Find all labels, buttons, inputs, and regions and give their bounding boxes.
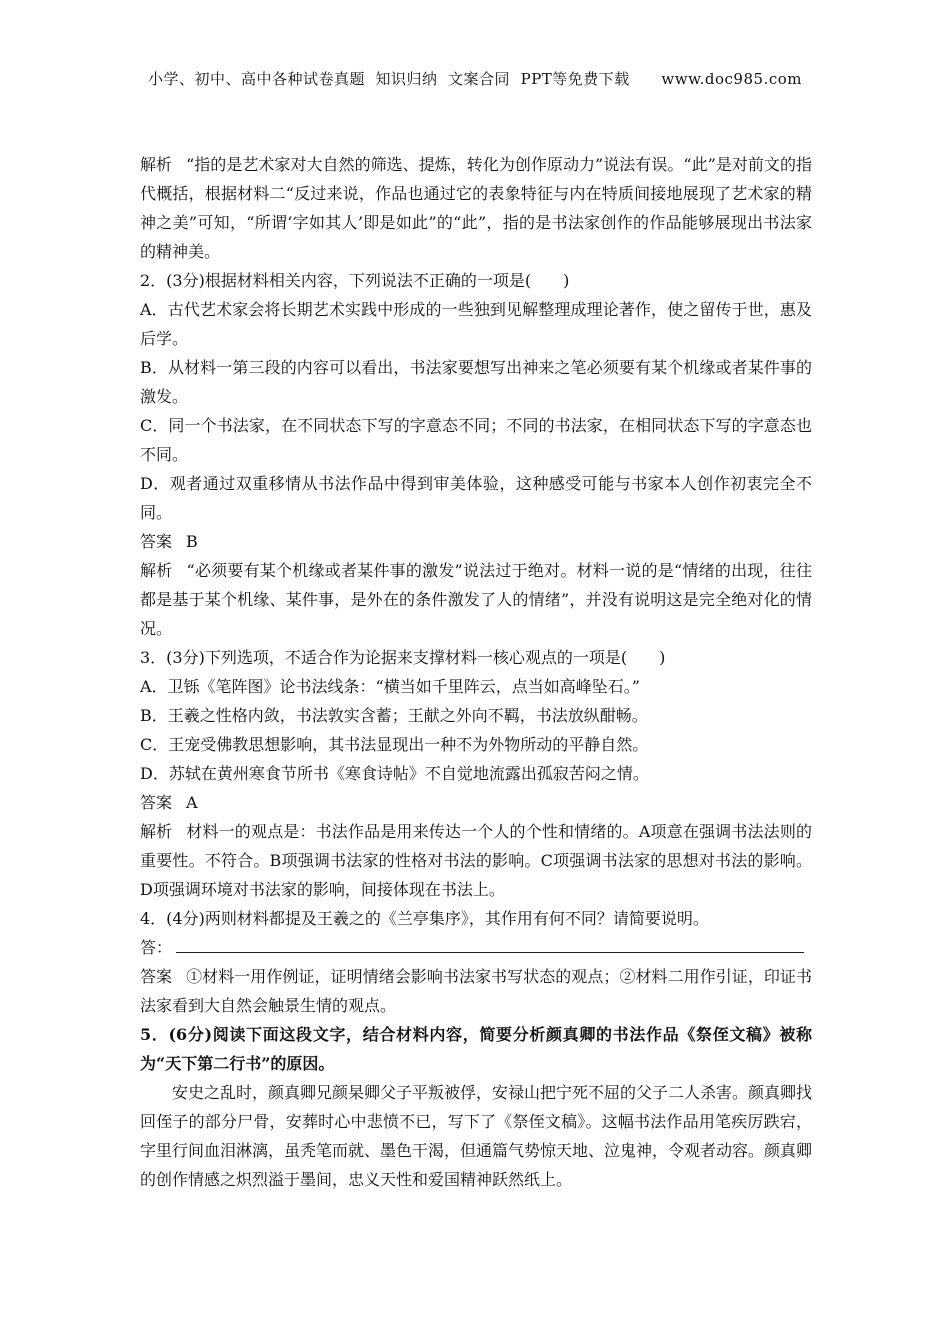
page-header: 小学、初中、高中各种试卷真题 知识归纳 文案合同 PPT等免费下载 www.doc985.com [147, 70, 802, 88]
answer-blank-line [176, 934, 804, 953]
q3-option-a: A．卫铄《笔阵图》论书法线条：“横当如千里阵云，点当如高峰坠石。” [140, 677, 640, 696]
q2-option-b: B．从材料一第三段的内容可以看出，书法家要想写出神来之笔必须要有某个机缘或者某件事的激发。 [140, 358, 812, 406]
q3-option-b: B．王羲之性格内敛，书法敦实含蓄；王献之外向不羁，书法放纵酣畅。 [140, 706, 648, 725]
q2-stem: 2．(3分)根据材料相关内容，下列说法不正确的一项是( ) [140, 271, 570, 290]
q2-option-d: D．观者通过双重移情从书法作品中得到审美体验，这种感受可能与书家本人创作初衷完全不同。 [140, 474, 812, 522]
q5-passage: 安史之乱时，颜真卿兄颜杲卿父子平叛被俘，安禄山把宁死不屈的父子二人杀害。颜真卿找回侄子的部分尸骨，安葬时心中悲愤不已，写下了《祭侄文稿》。这幅书法作品用笔疾厉跌宕，字里行间血泪淋漓，虽秃笔而就、墨色干渴，但通篇气势惊天地、泣鬼神，令观者动容。颜真卿的创作情感之炽烈溢于墨间，忠义天性和爱国精神跃然纸上。 [140, 1083, 813, 1189]
q4-stem: 4．(4分)两则材料都提及王羲之的《兰亭集序》，其作用有何不同？请简要说明。 [140, 909, 709, 928]
answer-label: 答案 [140, 793, 173, 812]
analysis-label: 解析 [140, 155, 173, 174]
answer-label: 答案 [140, 967, 173, 986]
q2-option-c: C．同一个书法家，在不同状态下写的字意态不同；不同的书法家，在相同状态下写的字意态也不同。 [140, 416, 812, 464]
analysis-label: 解析 [140, 822, 173, 841]
q3-option-d: D．苏轼在黄州寒食节所书《寒食诗帖》不自觉地流露出孤寂苦闷之情。 [140, 764, 649, 783]
q3-stem: 3．(3分)下列选项，不适合作为论据来支撑材料一核心观点的一项是( ) [140, 648, 666, 667]
answer-label: 答案 [140, 532, 173, 551]
q2-option-a: A．古代艺术家会将长期艺术实践中形成的一些独到见解整理成理论著作，使之留传于世，惠及后学。 [140, 300, 812, 348]
q1-analysis: 解析 “指的是艺术家对大自然的筛选、提炼，转化为创作原动力”说法有误。“此”是对前文的指代概括，根据材料二“反过来说，作品也通过它的表象特征与内在特质间接地展现了艺术家的精神之美”可知，“所谓‘字如其人’即是如此”的“此”，指的是书法家创作的作品能够展现出书法家的精神美。 [140, 155, 812, 261]
document-body [140, 150, 812, 1194]
analysis-label: 解析 [140, 561, 173, 580]
q2-answer: 答案 B [140, 532, 198, 551]
q2-analysis: 解析 “必须要有某个机缘或者某件事的激发”说法过于绝对。材料一说的是“情绪的出现，往往都是基于某个机缘、某件事，是外在的条件激发了人的情绪”，并没有说明这是完全绝对化的情况。 [140, 561, 812, 638]
q4-answer-line: 答： [140, 933, 812, 962]
q3-analysis: 解析 材料一的观点是：书法作品是用来传达一个人的个性和情绪的。A项意在强调书法法则的重要性。不符合。B项强调书法家的性格对书法的影响。C项强调书法家的思想对书法的影响。D项强调环境对书法家的影响，间接体现在书法上。 [140, 822, 812, 899]
q5-stem: 5．(6分)阅读下面这段文字，结合材料内容，简要分析颜真卿的书法作品《祭侄文稿》被称为“天下第二行书”的原因。 [140, 1025, 812, 1073]
q3-answer: 答案 A [140, 793, 198, 812]
q3-option-c: C．王宠受佛教思想影响，其书法显现出一种不为外物所动的平静自然。 [140, 735, 649, 754]
q4-answer: 答案 ①材料一用作例证，证明情绪会影响书法家书写状态的观点；②材料二用作引证，印证书法家看到大自然会触景生情的观点。 [140, 967, 812, 1015]
